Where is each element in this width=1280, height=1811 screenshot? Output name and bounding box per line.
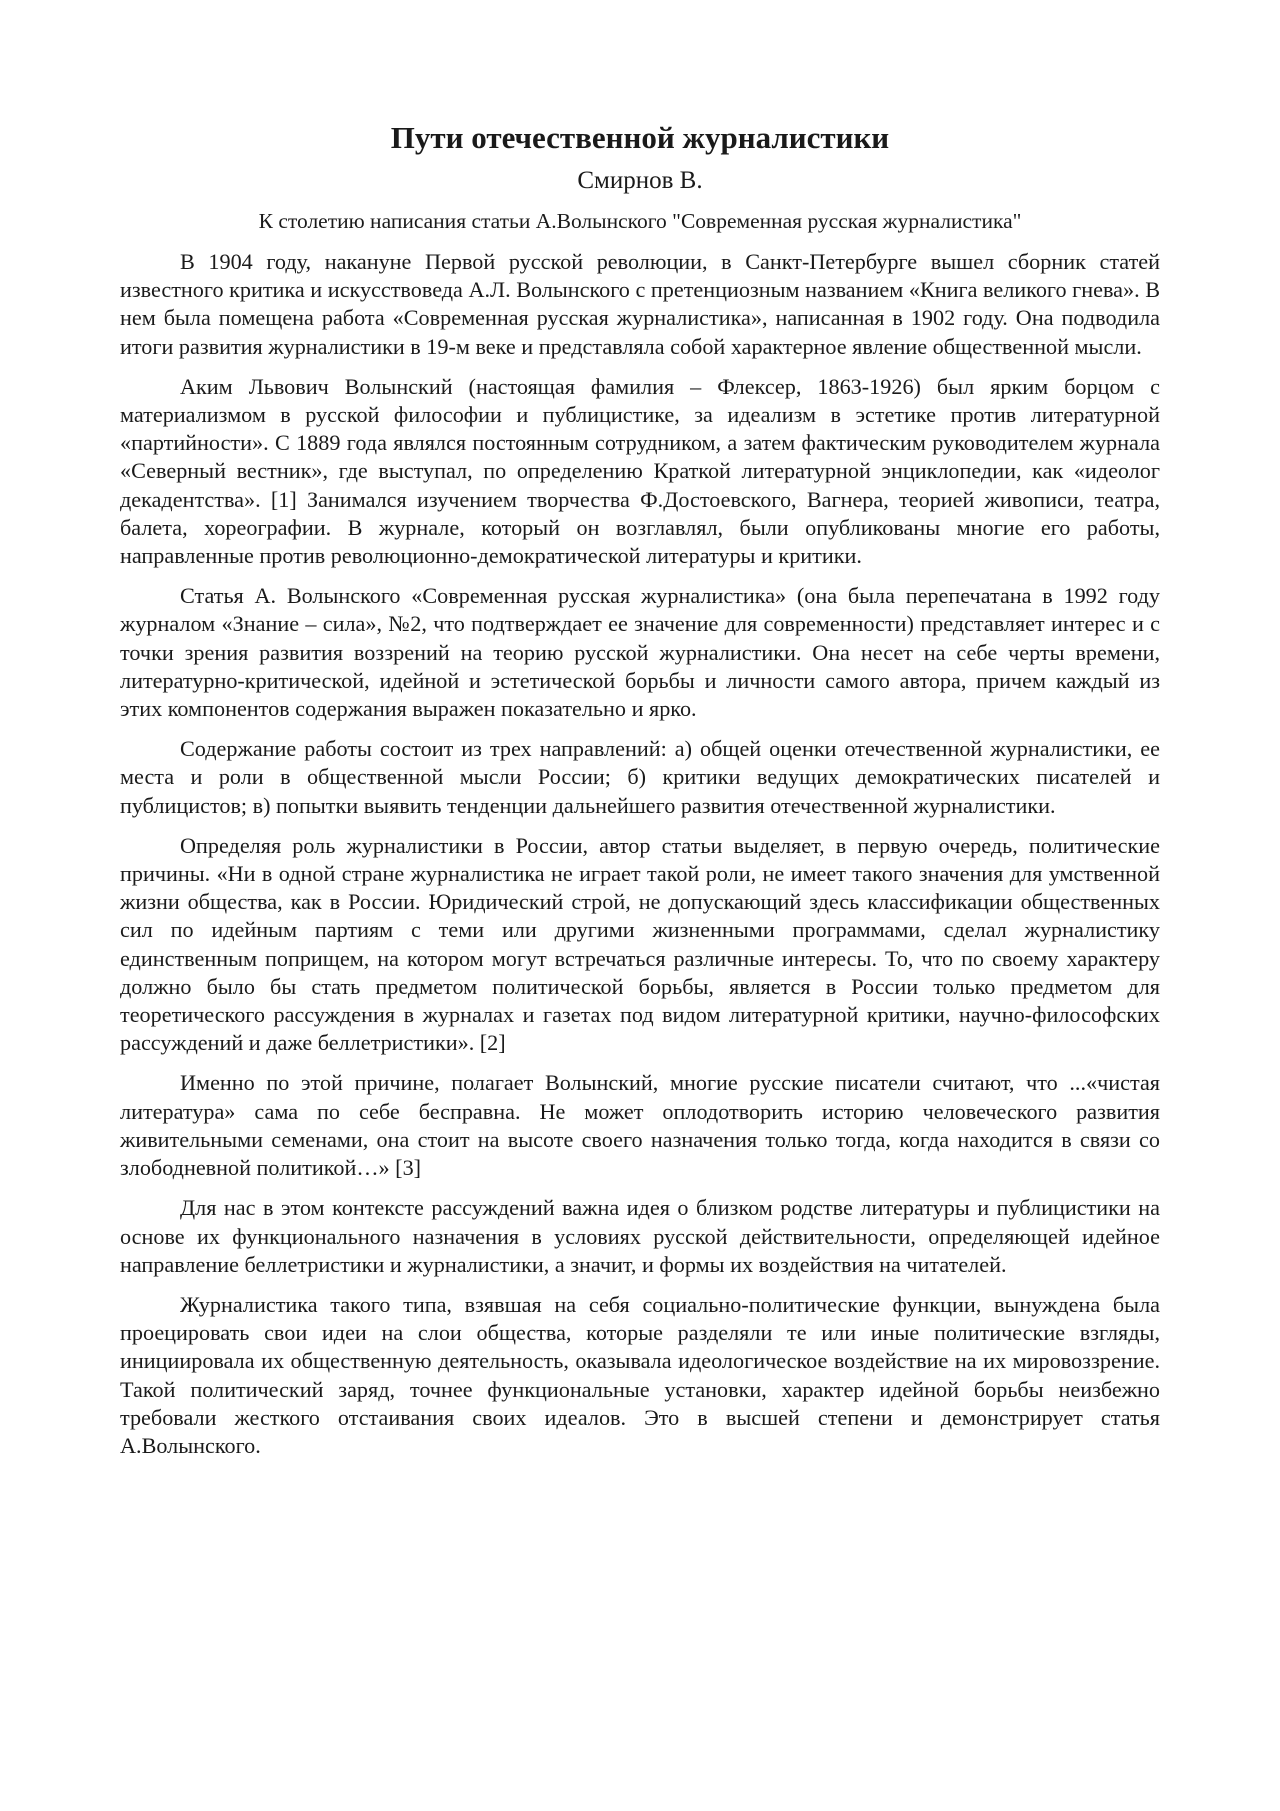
document-title: Пути отечественной журналистики [390, 120, 890, 155]
paragraph-2: Аким Львович Волынский (настоящая фамилия – Флексер, 1863-1926) был ярким борцом с материализмом в русской философии и публицистике, за идеализм в эстетике против литературной «партийности». С 1889 года являлся постоянным сотрудником, а затем фактическим руководителем журнала «Северный вестник», где выступал, по определению Краткой литературной энциклопедии, как «идеолог декадентства». [1] Занимался изучением творчества Ф.Достоевского, Вагнера, теорией живописи, театра, балета, хореографии. В журнале, который он возглавлял, были опубликованы многие его работы, направленные против революционно-демократической литературы и критики. [120, 373, 1160, 569]
document-page [120, 118, 1160, 1472]
document-author: Смирнов В. [577, 167, 703, 194]
paragraph-1: В 1904 году, накануне Первой русской революции, в Санкт-Петербурге вышел сборник статей известного критика и искусствоведа А.Л. Волынского с претенциозным названием «Книга великого гнева». В нем была помещена работа «Современная русская журналистика», написанная в 1902 году. Она подводила итоги развития журналистики в 19-м веке и представляла собой характерное явление общественной мысли. [120, 249, 1160, 359]
document-subtitle: К столетию написания статьи А.Волынского "Современная русская журналистика" [258, 209, 1022, 233]
paragraph-5: Определяя роль журналистики в России, автор статьи выделяет, в первую очередь, политические причины. «Ни в одной стране журналистика не играет такой роли, не имеет такого значения для умственной жизни общества, как в России. Юридический строй, не допускающий здесь классификации общественных сил по идейным партиям с теми или другими жизненными программами, сделал журналистику единственным поприщем, на котором могут встречаться различные интересы. То, что по своему характеру должно было бы стать предметом политической борьбы, является в России только предметом для теоретического рассуждения в журналах и газетах под видом литературной критики, научно-философских рассуждений и даже беллетристики». [2] [120, 832, 1160, 1056]
paragraph-4: Содержание работы состоит из трех направлений: а) общей оценки отечественной журналистики, ее места и роли в общественной мысли России; б) критики ведущих демократических писателей и публицистов; в) попытки выявить тенденции дальнейшего развития отечественной журналистики. [120, 736, 1160, 818]
paragraph-7: Для нас в этом контексте рассуждений важна идея о близком родстве литературы и публицистики на основе их функционального назначения в условиях русской действительности, определяющей идейное направление беллетристики и журналистики, а значит, и формы их воздействия на читателей. [120, 1195, 1160, 1277]
paragraph-8: Журналистика такого типа, взявшая на себя социально-политические функции, вынуждена была проецировать свои идеи на слои общества, которые разделяли те или иные политические взгляды, инициировала их общественную деятельность, оказывала идеологическое воздействие на их мировоззрение. Такой политический заряд, точнее функциональные установки, характер идейной борьбы неизбежно требовали жесткого отстаивания своих идеалов. Это в высшей степени и демонстрирует статья А.Волынского. [120, 1291, 1160, 1458]
paragraph-3: Статья А. Волынского «Современная русская журналистика» (она была перепечатана в 1992 году журналом «Знание – сила», №2, что подтверждает ее значение для современности) представляет интерес и с точки зрения развития воззрений на теорию русской журналистики. Она несет на себе черты времени, литературно-критической, идейной и эстетической борьбы и личности самого автора, причем каждый из этих компонентов содержания выражен показательно и ярко. [120, 583, 1160, 722]
paragraph-6: Именно по этой причине, полагает Волынский, многие русские писатели считают, что ...«чистая литература» сама по себе бесправна. Не может оплодотворить историю человеческого развития живительными семенами, она стоит на высоте своего назначения только тогда, когда находится в связи со злободневной политикой…» [3] [120, 1070, 1160, 1181]
